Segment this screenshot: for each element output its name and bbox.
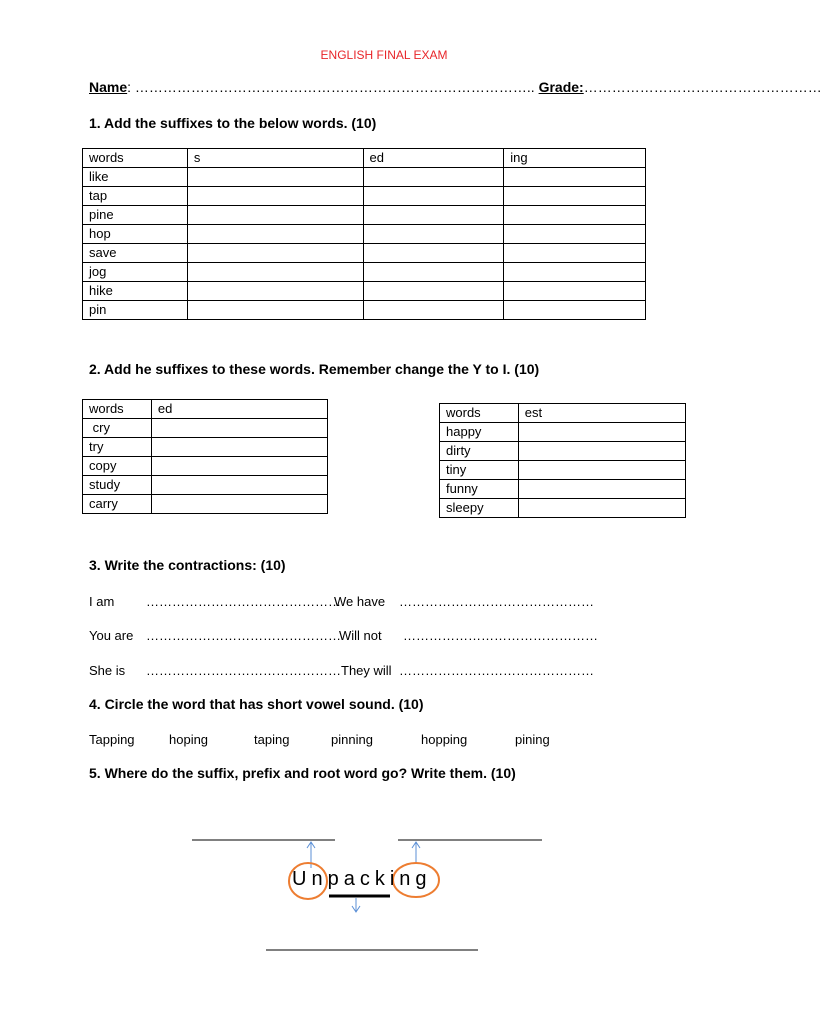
table-row	[83, 168, 646, 187]
table-row	[83, 419, 328, 438]
column-header: s	[187, 149, 363, 168]
contraction-blank[interactable]: ………………………………………	[146, 663, 341, 678]
answer-cell[interactable]	[187, 282, 363, 301]
table-header-row	[83, 149, 646, 168]
word-option[interactable]: taping	[254, 732, 290, 747]
name-blank[interactable]: : …………………………………………………………………………..	[127, 79, 535, 95]
answer-cell[interactable]	[518, 499, 685, 518]
table-row	[83, 438, 328, 457]
answer-cell[interactable]	[363, 168, 504, 187]
answer-cell[interactable]	[518, 480, 685, 499]
question-5-title: 5. Where do the suffix, prefix and root word go? Write them. (10)	[89, 765, 516, 781]
word-root: pack	[327, 868, 390, 890]
answer-cell[interactable]	[363, 301, 504, 320]
base-word: hike	[83, 282, 188, 301]
base-word: funny	[440, 480, 519, 499]
question-4-title: 4. Circle the word that has short vowel sound. (10)	[89, 696, 424, 712]
contraction-phrase: She is	[89, 663, 126, 678]
contraction-phrase: I am	[89, 594, 115, 609]
answer-cell[interactable]	[187, 187, 363, 206]
base-word: hop	[83, 225, 188, 244]
answer-cell[interactable]	[363, 225, 504, 244]
base-word: save	[83, 244, 188, 263]
table-row	[440, 461, 686, 480]
base-word: dirty	[440, 442, 519, 461]
table-row	[83, 206, 646, 225]
column-header: words	[83, 400, 152, 419]
grade-label: Grade:	[538, 79, 584, 95]
base-word: tiny	[440, 461, 519, 480]
contraction-phrase: Will not	[339, 628, 382, 643]
contraction-blank[interactable]: ………………………………………	[146, 628, 341, 643]
base-word: cry	[83, 419, 152, 438]
column-header: words	[440, 404, 519, 423]
answer-cell[interactable]	[504, 187, 646, 206]
grade-blank[interactable]: ……………………………………………	[583, 79, 822, 95]
contraction-phrase: They will	[341, 663, 392, 678]
base-word: pin	[83, 301, 188, 320]
word-option[interactable]: pining	[515, 732, 550, 747]
answer-cell[interactable]	[518, 442, 685, 461]
answer-cell[interactable]	[504, 301, 646, 320]
answer-cell[interactable]	[504, 244, 646, 263]
answer-cell[interactable]	[518, 461, 685, 480]
base-word: tap	[83, 187, 188, 206]
table-row	[83, 263, 646, 282]
question-3-title: 3. Write the contractions: (10)	[89, 557, 286, 573]
suffix-table	[82, 148, 646, 320]
base-word: happy	[440, 423, 519, 442]
table-header-row	[83, 400, 328, 419]
answer-cell[interactable]	[187, 225, 363, 244]
table-row	[83, 301, 646, 320]
answer-cell[interactable]	[504, 168, 646, 187]
column-header: ed	[151, 400, 327, 419]
answer-cell[interactable]	[363, 206, 504, 225]
answer-cell[interactable]	[363, 263, 504, 282]
answer-cell[interactable]	[363, 244, 504, 263]
table-row	[83, 244, 646, 263]
contraction-blank[interactable]: ………………………………………	[146, 594, 341, 609]
table-row	[83, 187, 646, 206]
base-word: study	[83, 476, 152, 495]
contraction-blank[interactable]: ………………………………………	[403, 628, 598, 643]
table-row	[83, 457, 328, 476]
word-suffix: ing	[389, 868, 432, 890]
answer-cell[interactable]	[504, 225, 646, 244]
answer-cell[interactable]	[187, 168, 363, 187]
answer-cell[interactable]	[504, 263, 646, 282]
answer-cell[interactable]	[518, 423, 685, 442]
answer-cell[interactable]	[504, 282, 646, 301]
base-word: try	[83, 438, 152, 457]
answer-cell[interactable]	[363, 282, 504, 301]
table-row	[83, 225, 646, 244]
base-word: jog	[83, 263, 188, 282]
table-row	[83, 495, 328, 514]
table-header-row	[440, 404, 686, 423]
column-header: ed	[363, 149, 504, 168]
contraction-blank[interactable]: ………………………………………	[399, 663, 594, 678]
word-option[interactable]: hopping	[421, 732, 468, 747]
answer-cell[interactable]	[187, 244, 363, 263]
example-word	[292, 868, 432, 891]
est-suffix-table	[439, 403, 686, 518]
answer-cell[interactable]	[504, 206, 646, 225]
answer-cell[interactable]	[151, 495, 327, 514]
base-word: carry	[83, 495, 152, 514]
base-word: pine	[83, 206, 188, 225]
table-row	[83, 282, 646, 301]
answer-cell[interactable]	[151, 476, 327, 495]
column-header: ing	[504, 149, 646, 168]
answer-cell[interactable]	[187, 206, 363, 225]
table-row	[440, 480, 686, 499]
table-row	[440, 423, 686, 442]
name-grade-line	[89, 79, 822, 95]
answer-cell[interactable]	[151, 419, 327, 438]
table-row	[440, 442, 686, 461]
answer-cell[interactable]	[187, 263, 363, 282]
question-1-title: 1. Add the suffixes to the below words. (10)	[89, 115, 377, 131]
contraction-blank[interactable]: ………………………………………	[399, 594, 594, 609]
word-prefix: Un	[292, 868, 328, 890]
answer-cell[interactable]	[151, 438, 327, 457]
name-label: Name	[89, 79, 128, 95]
ed-suffix-table	[82, 399, 328, 514]
contraction-phrase: We have	[334, 594, 386, 609]
question-2-title: 2. Add he suffixes to these words. Remember change the Y to I. (10)	[89, 361, 540, 377]
column-header: words	[83, 149, 188, 168]
answer-cell[interactable]	[151, 457, 327, 476]
base-word: sleepy	[440, 499, 519, 518]
base-word: like	[83, 168, 188, 187]
word-option[interactable]: pinning	[331, 732, 373, 747]
base-word: copy	[83, 457, 152, 476]
word-option[interactable]: hoping	[169, 732, 209, 747]
answer-cell[interactable]	[363, 187, 504, 206]
contraction-phrase: You are	[89, 628, 134, 643]
answer-cell[interactable]	[187, 301, 363, 320]
table-row	[440, 499, 686, 518]
word-option[interactable]: Tapping	[89, 732, 135, 747]
exam-title: ENGLISH FINAL EXAM	[320, 48, 448, 62]
table-row	[83, 476, 328, 495]
column-header: est	[518, 404, 685, 423]
